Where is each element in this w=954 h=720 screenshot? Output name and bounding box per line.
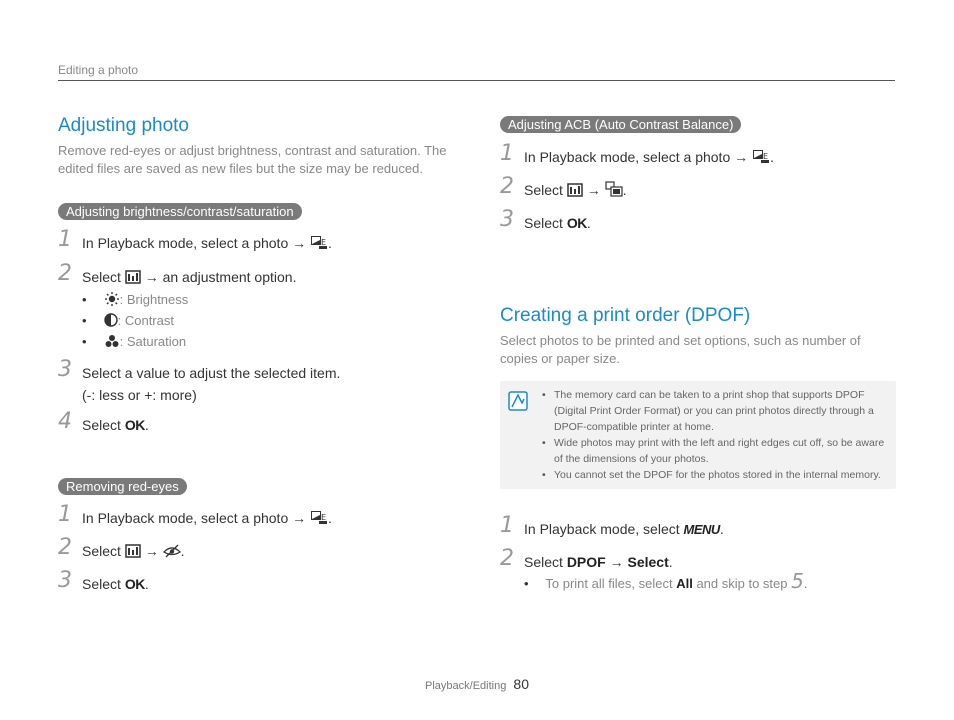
edit-icon <box>310 234 328 255</box>
ok-icon: OK <box>566 215 587 231</box>
note-item: • Wide photos may print with the left and right edges cut off, so be aware of the dimensions of your photos. <box>540 435 888 467</box>
page-number: 80 <box>513 676 529 692</box>
redeye-step-2: 2 Select → . <box>58 541 448 563</box>
contrast-icon <box>104 313 118 332</box>
right-column <box>500 114 896 593</box>
ok-icon: OK <box>124 576 145 592</box>
dpof-step-2: 2 Select DPOF → Select. <box>500 546 673 571</box>
ok-icon: OK <box>124 417 145 433</box>
page-footer <box>0 676 954 692</box>
acb-icon <box>605 181 623 202</box>
edit-icon <box>752 148 770 169</box>
section-intro: Remove red-eyes or adjust brightness, contrast and saturation. The edited files are saved as new files but the size may be reduced. <box>58 143 447 176</box>
left-column <box>58 114 448 594</box>
svg-text:E: E <box>321 238 327 247</box>
section-title-adjusting-photo: Adjusting photo <box>58 115 189 136</box>
acb-step-3: 3 Select OK. <box>500 207 591 232</box>
option-brightness: • : Brightness <box>58 290 448 311</box>
redeye-step-1: 1 In Playback mode, select a photo → E . <box>58 508 448 530</box>
step-2: 2 Select → an adjustment option. <box>58 267 448 289</box>
note-item: • You cannot set the DPOF for the photos stored in the internal memory. <box>540 467 888 483</box>
photo-adjust-icon <box>125 269 141 289</box>
note-item: • The memory card can be taken to a print shop that supports DPOF (Digital Print Order Format) or you can print photos directly through a DPOF-compatible printer at home. <box>540 387 888 435</box>
edit-icon <box>310 509 328 530</box>
step-3: 3 Select a value to adjust the selected item. (-: less or +: more) <box>58 357 341 403</box>
footer-section: Playback/Editing <box>425 680 507 692</box>
subsection-pill-acb: Adjusting ACB (Auto Contrast Balance) <box>500 116 741 133</box>
acb-step-2: 2 Select → . <box>500 180 896 202</box>
section-intro-dpof: Select photos to be printed and set options, such as number of copies or paper size. <box>500 333 861 366</box>
note-box <box>500 381 896 489</box>
photo-adjust-icon <box>567 182 583 202</box>
redeye-step-3: 3 Select OK. <box>58 568 149 593</box>
acb-step-1: 1 In Playback mode, select a photo → E . <box>500 147 896 169</box>
menu-icon: MENU <box>683 522 720 537</box>
subsection-pill-red-eyes: Removing red-eyes <box>58 478 187 495</box>
note-icon <box>508 391 528 416</box>
photo-adjust-icon <box>125 543 141 563</box>
dpof-step-1: 1 In Playback mode, select MENU. <box>500 513 724 538</box>
dpof-sub-note: • To print all files, select All and skip to step 5. <box>524 569 808 593</box>
option-saturation: • : Saturation <box>58 332 448 353</box>
option-contrast: • : Contrast <box>58 311 448 332</box>
step-1: 1 In Playback mode, select a photo → E . <box>58 233 448 255</box>
svg-text:E: E <box>763 152 769 161</box>
section-title-dpof: Creating a print order (DPOF) <box>500 305 751 326</box>
breadcrumb: Editing a photo <box>58 63 139 77</box>
sun-icon <box>104 292 120 311</box>
red-eye-icon <box>163 543 181 563</box>
svg-text:E: E <box>321 513 327 522</box>
page-header <box>58 63 895 81</box>
subsection-pill-brightness: Adjusting brightness/contrast/saturation <box>58 203 302 220</box>
saturation-icon <box>104 334 120 353</box>
step-4: 4 Select OK. <box>58 409 149 434</box>
